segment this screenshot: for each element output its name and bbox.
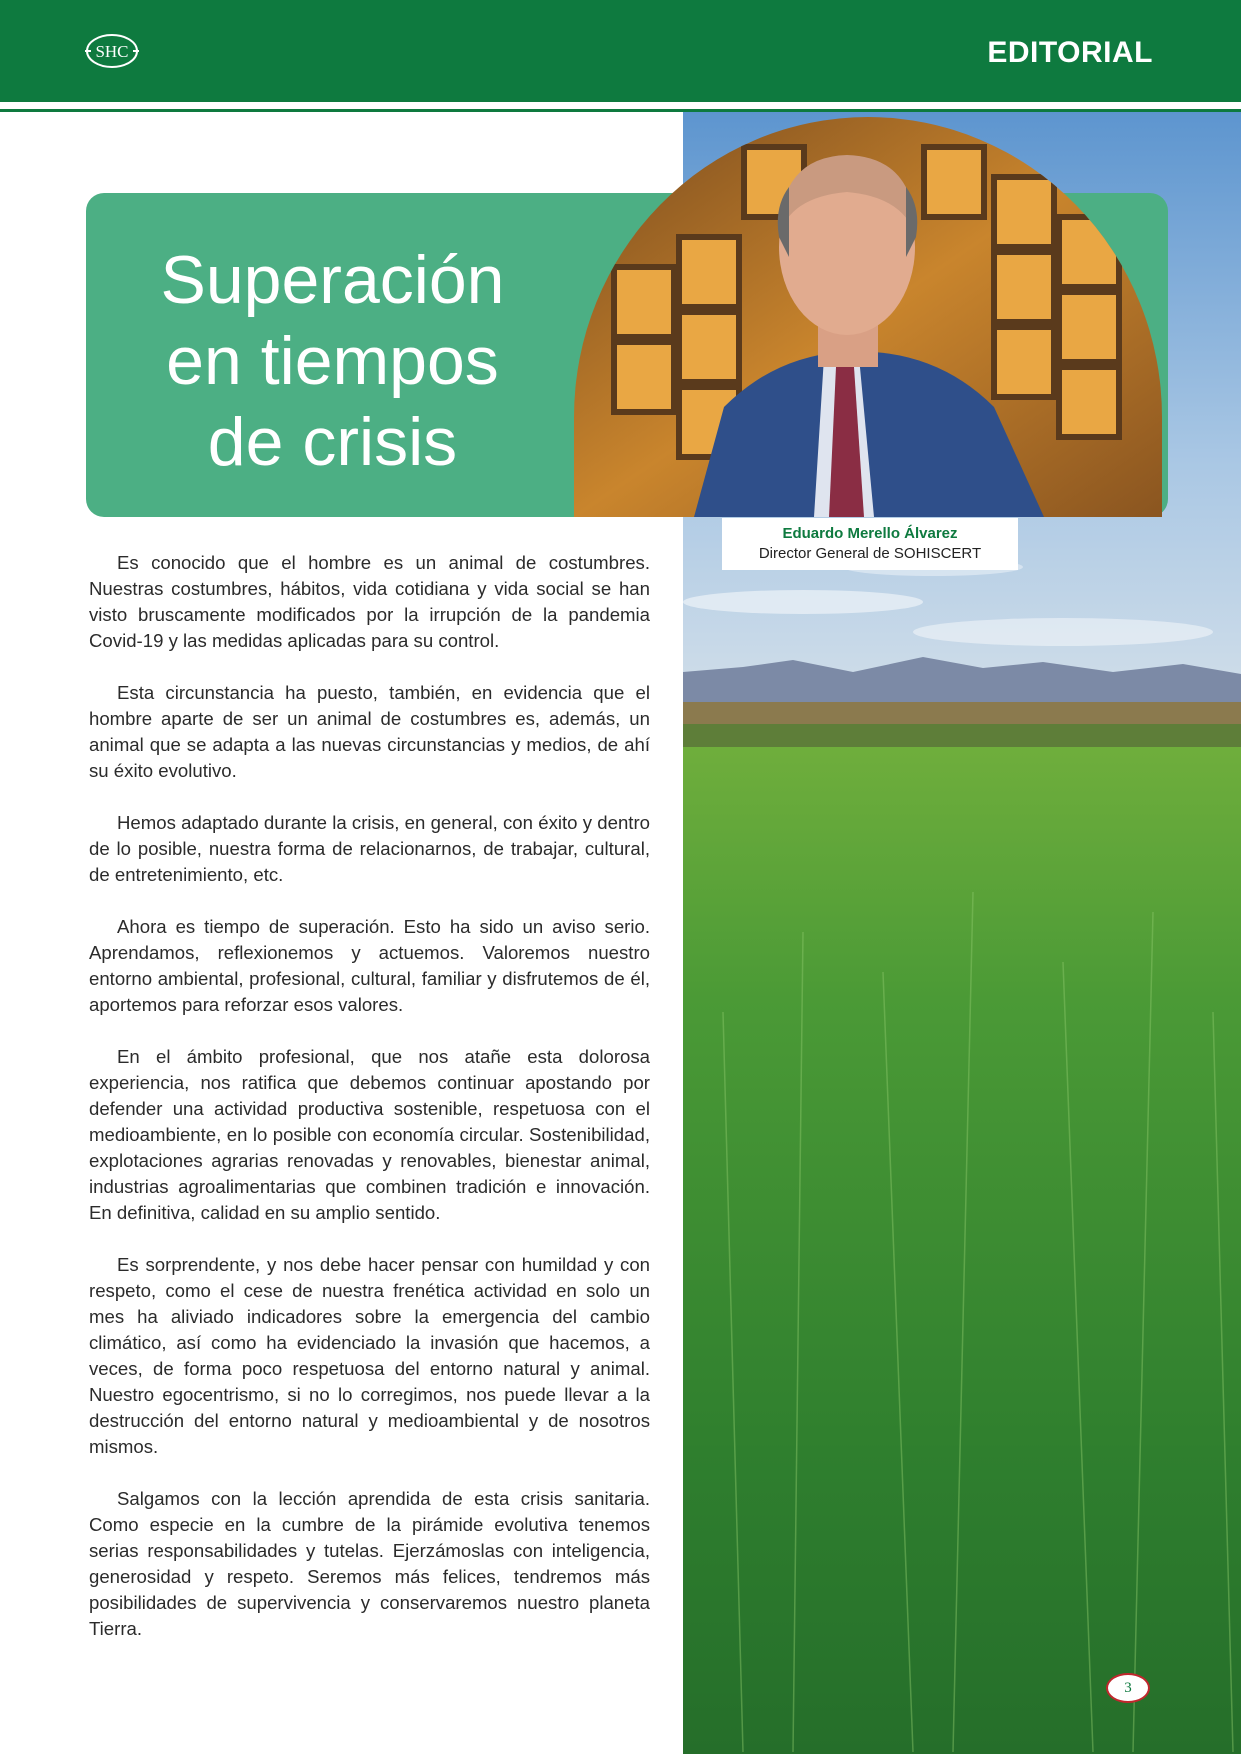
title-line-2: en tiempos xyxy=(166,323,499,399)
article-body xyxy=(89,550,650,1668)
paragraph: Salgamos con la lección aprendida de esta crisis sanitaria. Como especie en la cumbre de la pirámide evolutiva tenemos serias responsabilidades y tutelas. Ejerzámoslas con inteligencia, generosidad y respeto. Seremos más felices, tendremos más posibilidades de supervivencia y conservaremos nuestro planeta Tierra. xyxy=(89,1488,650,1639)
author-role: Director General de SOHISCERT xyxy=(758,545,982,562)
header-bar xyxy=(0,0,1241,102)
logo-text: SHC xyxy=(95,42,129,61)
paragraph: Hemos adaptado durante la crisis, en general, con éxito y dentro de lo posible, nuestra forma de relacionarnos, de trabajar, cultural, de entretenimiento, etc. xyxy=(89,812,650,885)
paragraph: Ahora es tiempo de superación. Esto ha sido un aviso serio. Aprendamos, reflexionemos y actuemos. Valoremos nuestro entorno ambiental, profesional, cultural, familiar y disfrutemos de él, aportemos para reforzar esos valores. xyxy=(89,916,650,1015)
author-portrait xyxy=(574,117,1162,517)
portrait-caption xyxy=(722,518,1018,570)
author-name: Eduardo Merello Álvarez xyxy=(782,525,958,542)
title-line-1: Superación xyxy=(160,242,505,318)
paragraph: Es conocido que el hombre es un animal de costumbres. Nuestras costumbres, hábitos, vida cotidiana y vida social se han visto bruscamente modificados por la irrupción de la pandemia Covid-19 y las medidas aplicadas para su control. xyxy=(89,552,650,651)
paragraph: Esta circunstancia ha puesto, también, en evidencia que el hombre aparte de ser un animal de costumbres es, además, un animal que se adapta a las nuevas circunstancias y medios, de ahí su éxito evolutivo. xyxy=(89,682,650,781)
paragraph: En el ámbito profesional, que nos atañe esta dolorosa experiencia, nos ratifica que debemos continuar apostando por defender una actividad productiva sostenible, respetuosa con el medioambiente, en lo posible con economía circular. Sostenibilidad, explotaciones agrarias renovadas y renovables, bienestar animal, industrias agroalimentarias que combinen tradición e innovación. En definitiva, calidad en su amplio sentido. xyxy=(89,1046,650,1223)
paragraph: Es sorprendente, y nos debe hacer pensar con humildad y con respeto, como el cese de nuestra frenética actividad en solo un mes ha aliviado indicadores sobre la emergencia del cambio climático, así como ha evidenciado la invasión que hacemos, a veces, de forma poco respetuosa del entorno natural y animal. Nuestro egocentrismo, si no lo corregimos, nos puede llevar a la destrucción del entorno natural y medioambiental y de nosotros mismos. xyxy=(89,1254,650,1457)
shc-logo xyxy=(85,33,139,69)
section-label: EDITORIAL xyxy=(987,36,1153,69)
page-number: 3 xyxy=(1106,1673,1150,1703)
title-line-3: de crisis xyxy=(207,404,458,480)
article-title xyxy=(100,240,565,483)
